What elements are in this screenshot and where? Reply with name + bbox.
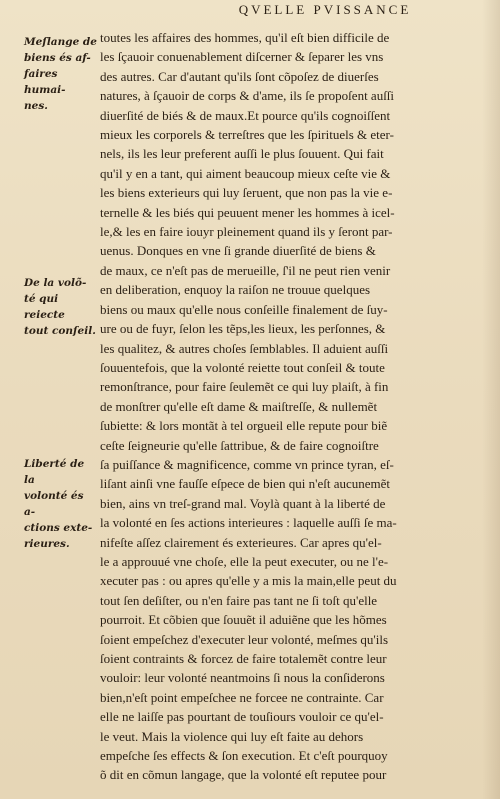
text-line: bien, ains vn treſ-grand mal. Voylà quant à la liberté de (100, 495, 386, 511)
text-line: mieux les corporels & terreſtres que les ſpirituels & eter- (100, 127, 394, 143)
text-line: ſa puiſſance & magnificence, comme vn prince tyran, eſ- (100, 456, 394, 472)
text-line: pourroit. Et cõbien que ſouuẽt il aduiẽne que les hõmes (100, 612, 387, 628)
margin-note-line: Meſlange de (24, 36, 97, 48)
text-line: nifeſte aſſez clairement és exterieures. Car apres qu'el- (100, 534, 382, 550)
text-line: ſoient contraints & forcez de faire totalemẽt contre leur (100, 651, 387, 666)
text-line: uenus. Donques en vne ſi grande diuerſité de biens & (100, 243, 376, 259)
text-line: ceſte ſeigneurie qu'elle ſattribue, & de faire cognoiſtre (100, 437, 379, 453)
text-line: bien,n'eſt point empeſchee ne forcee ne contrainte. Car (100, 689, 384, 705)
margin-note-line: nes. (24, 100, 48, 112)
text-line: le a approuué vne choſe, elle la peut executer, ou ne l'e- (100, 553, 389, 569)
text-line: ure ou de fuyr, ſelon les tẽps,les lieux, les perſonnes, & (100, 321, 386, 337)
text-line: des autres. Car d'autant qu'ils ſont cõpoſez de diuerſes (100, 68, 379, 84)
margin-note-volonte (24, 275, 98, 339)
text-line: de maux, ce n'eſt pas de merueille, ſ'il ne peut rien venir (100, 262, 391, 278)
text-line: vouloir: leur volonté neantmoins ſi nous la conſiderons (100, 670, 385, 686)
text-line: tout ſen deſiſter, ou n'en faire pas tant ne ſi toſt qu'elle (100, 592, 378, 608)
margin-note-line: biens és af- (24, 52, 91, 64)
text-line: õ dit en cõmun langage, que la volonté eſt reputee pour (100, 767, 387, 783)
margin-note-line: Liberté de la (24, 458, 85, 486)
margin-note-liberte (24, 456, 98, 552)
margin-note-line: faires humai- (24, 68, 66, 96)
text-line: diuerſité de biés & de maux.Et pource qu'ils cognoiſſent (100, 107, 391, 123)
margin-note-line: volonté és a- (24, 490, 84, 518)
margin-note-line: tout conſeil. (24, 325, 96, 337)
text-line: ſoient empeſchez d'executer leur volonté, meſmes qu'ils (100, 631, 389, 647)
text-line: le veut. Mais la violence qui luy eſt faite au dehors (100, 728, 364, 744)
margin-note-line: té qui reiecte (24, 293, 65, 321)
running-head: QVELLE PVISSANCE (238, 2, 412, 17)
text-line: les ſçauoir conuenablement diſcerner & ſeparer les vns (100, 49, 384, 65)
page-gutter-shadow (482, 0, 500, 799)
text-line: ternelle & les biés qui peuuent mener les hommes à icel- (100, 204, 395, 220)
margin-note-meslange (24, 34, 98, 114)
text-line: xecuter pas : ou apres qu'elle y a mis la main,elle peut du (100, 573, 397, 589)
text-line: les qualitez, & autres choſes ſemblables. Il aduient auſſi (100, 340, 389, 356)
text-line: empeſche ſes effects & ſon execution. Et c'eſt pourquoy (100, 748, 388, 764)
text-line: natures, à ſçauoir de corps & d'ame, ils ſe propoſent auſſi (100, 88, 395, 104)
text-line: toutes les affaires des hommes, qu'il eſt bien difficile de (100, 30, 390, 45)
text-line: biens ou maux qu'elle nous conſeille finalement de ſuy- (100, 301, 388, 317)
text-line: la volonté en ſes actions interieures : laquelle auſſi ſe ma- (100, 515, 397, 531)
text-line: qu'il y en a tant, qui aiment beaucoup mieux ceſte vie & (100, 165, 391, 181)
text-line: le,& les en faire iouyr pleinement quand ils y ſeront par- (100, 224, 393, 240)
text-line: de monſtrer qu'elle eſt dame & maiſtreſſe, & nullemẽt (100, 398, 378, 414)
margin-note-line: rieures. (24, 538, 70, 550)
margin-note-line: De la volõ- (24, 277, 87, 289)
main-text-column (100, 28, 468, 785)
text-line: remonſtrance, pour faire ſeulemẽt ce qui luy plaiſt, à fin (100, 379, 389, 395)
text-line: nels, ils les leur preferent auſſi le plus ſouuent. Qui fait (100, 146, 384, 162)
text-line: en deliberation, enquoy la raiſon ne trouue quelques (100, 282, 371, 298)
text-line: ſouuentefois, que la volonté reiette tout conſeil & toute (100, 359, 385, 375)
margin-note-line: ctions exte- (24, 522, 93, 534)
text-line: liſant ainſi vne fauſſe eſpece de bien qui n'eſt aucunemẽt (100, 476, 391, 492)
text-line: elle ne laiſſe pas pourtant de touſiours vouloir ce qu'el- (100, 709, 384, 725)
text-line: les biens exterieurs qui luy ſeruent, que non pas la vie e- (100, 185, 393, 201)
text-line: ſubiette: & lors montãt à tel orgueil elle repute pour biẽ (100, 418, 388, 434)
